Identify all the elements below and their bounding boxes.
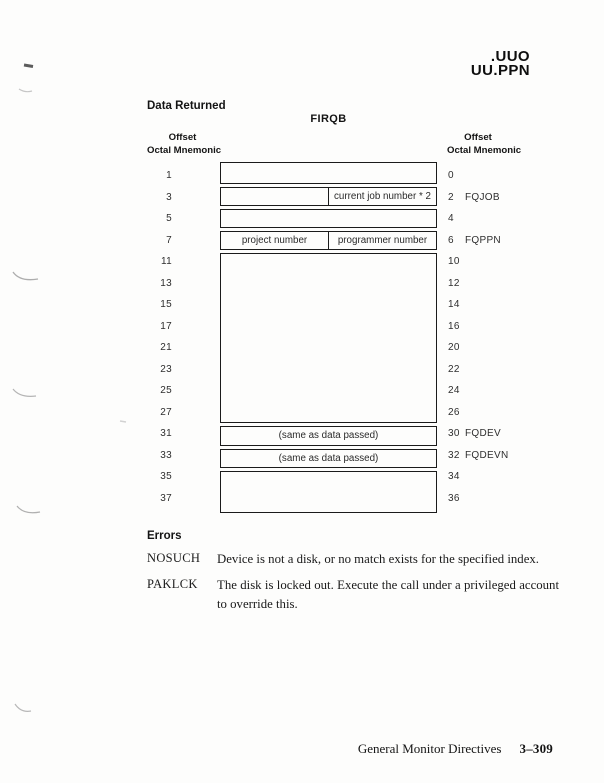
right-offset-12: 12 bbox=[448, 277, 460, 289]
right-offset-0: 0 bbox=[448, 170, 454, 181]
right-column-header bbox=[447, 131, 522, 157]
left-column-header-line1: Offset bbox=[168, 132, 197, 143]
right-column-header-line2: Octal Mnemonic bbox=[447, 145, 522, 156]
page-footer bbox=[358, 741, 553, 757]
firqb-cell-word2 bbox=[220, 187, 437, 207]
firqb-cell-word4-empty bbox=[220, 209, 437, 228]
left-offset-33: 33 bbox=[160, 449, 172, 461]
right-offset-2: 2 FQJOB bbox=[448, 191, 500, 203]
right-offset-36: 36 bbox=[448, 492, 460, 504]
error-code-paklck: PAKLCK bbox=[147, 577, 198, 591]
right-offset-22: 22 bbox=[448, 363, 460, 375]
firqb-cell-words10-26-empty bbox=[220, 253, 437, 423]
left-offset-23: 23 bbox=[160, 363, 172, 375]
right-column-header-line1: Offset bbox=[464, 132, 492, 143]
left-offset-13: 13 bbox=[160, 277, 172, 289]
firqb-cell-word32-same-as-data-passed: (same as data passed) bbox=[220, 449, 437, 468]
section-label: Data Returned bbox=[147, 100, 226, 112]
running-head-line2: UU.PPN bbox=[470, 62, 530, 79]
left-offset-25: 25 bbox=[160, 385, 172, 396]
right-offset-10: 10 bbox=[448, 256, 460, 267]
right-offset-14: 14 bbox=[448, 299, 460, 310]
firqb-cell-words34-36-empty bbox=[220, 471, 437, 513]
left-offset-37: 37 bbox=[160, 492, 172, 504]
firqb-cell-programmer-number: programmer number bbox=[328, 232, 436, 249]
error-code-nosuch: NOSUCH bbox=[147, 551, 201, 565]
right-offset-24: 24 bbox=[448, 385, 460, 396]
left-offset-17: 17 bbox=[160, 320, 172, 332]
right-offset-30: 30 FQDEV bbox=[448, 428, 501, 439]
error-description-nosuch: Device is not a disk, or no match exists for the specified index. bbox=[217, 552, 539, 566]
errors-heading: Errors bbox=[147, 530, 182, 542]
left-offset-3: 3 bbox=[166, 191, 172, 203]
firqb-cell-word2-current-job-number: current job number * 2 bbox=[328, 188, 436, 206]
left-column-header bbox=[147, 131, 222, 157]
firqb-cell-project-number: project number bbox=[241, 234, 308, 246]
firqb-cell-word6 bbox=[220, 231, 437, 250]
right-offset-34: 34 bbox=[448, 471, 460, 482]
diagram-title: FIRQB bbox=[310, 113, 347, 125]
right-offset-16: 16 bbox=[448, 320, 460, 332]
left-offset-5: 5 bbox=[166, 213, 172, 224]
firqb-cell-word30-same-as-data-passed: (same as data passed) bbox=[220, 426, 437, 446]
firqb-cell-word2-left-empty bbox=[221, 188, 328, 206]
right-offset-6: 6 FQPPN bbox=[448, 234, 501, 246]
left-offset-21: 21 bbox=[160, 342, 172, 353]
firqb-cell-word0-empty bbox=[220, 162, 437, 184]
left-offset-15: 15 bbox=[160, 299, 172, 310]
left-column-header-line2: Octal Mnemonic bbox=[147, 145, 222, 156]
footer-chapter-title: General Monitor Directives bbox=[357, 741, 502, 756]
left-offset-1: 1 bbox=[166, 170, 172, 181]
left-offset-35: 35 bbox=[160, 471, 172, 482]
left-offset-11: 11 bbox=[161, 256, 172, 267]
left-offset-7: 7 bbox=[166, 234, 172, 246]
right-offset-32: 32 FQDEVN bbox=[448, 449, 509, 461]
right-offset-26: 26 bbox=[448, 406, 460, 418]
running-head-line1: .UUO bbox=[490, 48, 530, 65]
left-offset-31: 31 bbox=[160, 428, 172, 439]
footer-page-number: 3–309 bbox=[519, 741, 553, 756]
error-description-paklck: The disk is locked out. Execute the call under a privileged account to override this. bbox=[217, 578, 559, 611]
right-offset-20: 20 bbox=[448, 342, 460, 353]
left-offset-27: 27 bbox=[160, 406, 172, 418]
right-offset-4: 4 bbox=[448, 213, 454, 224]
running-head bbox=[471, 50, 530, 78]
